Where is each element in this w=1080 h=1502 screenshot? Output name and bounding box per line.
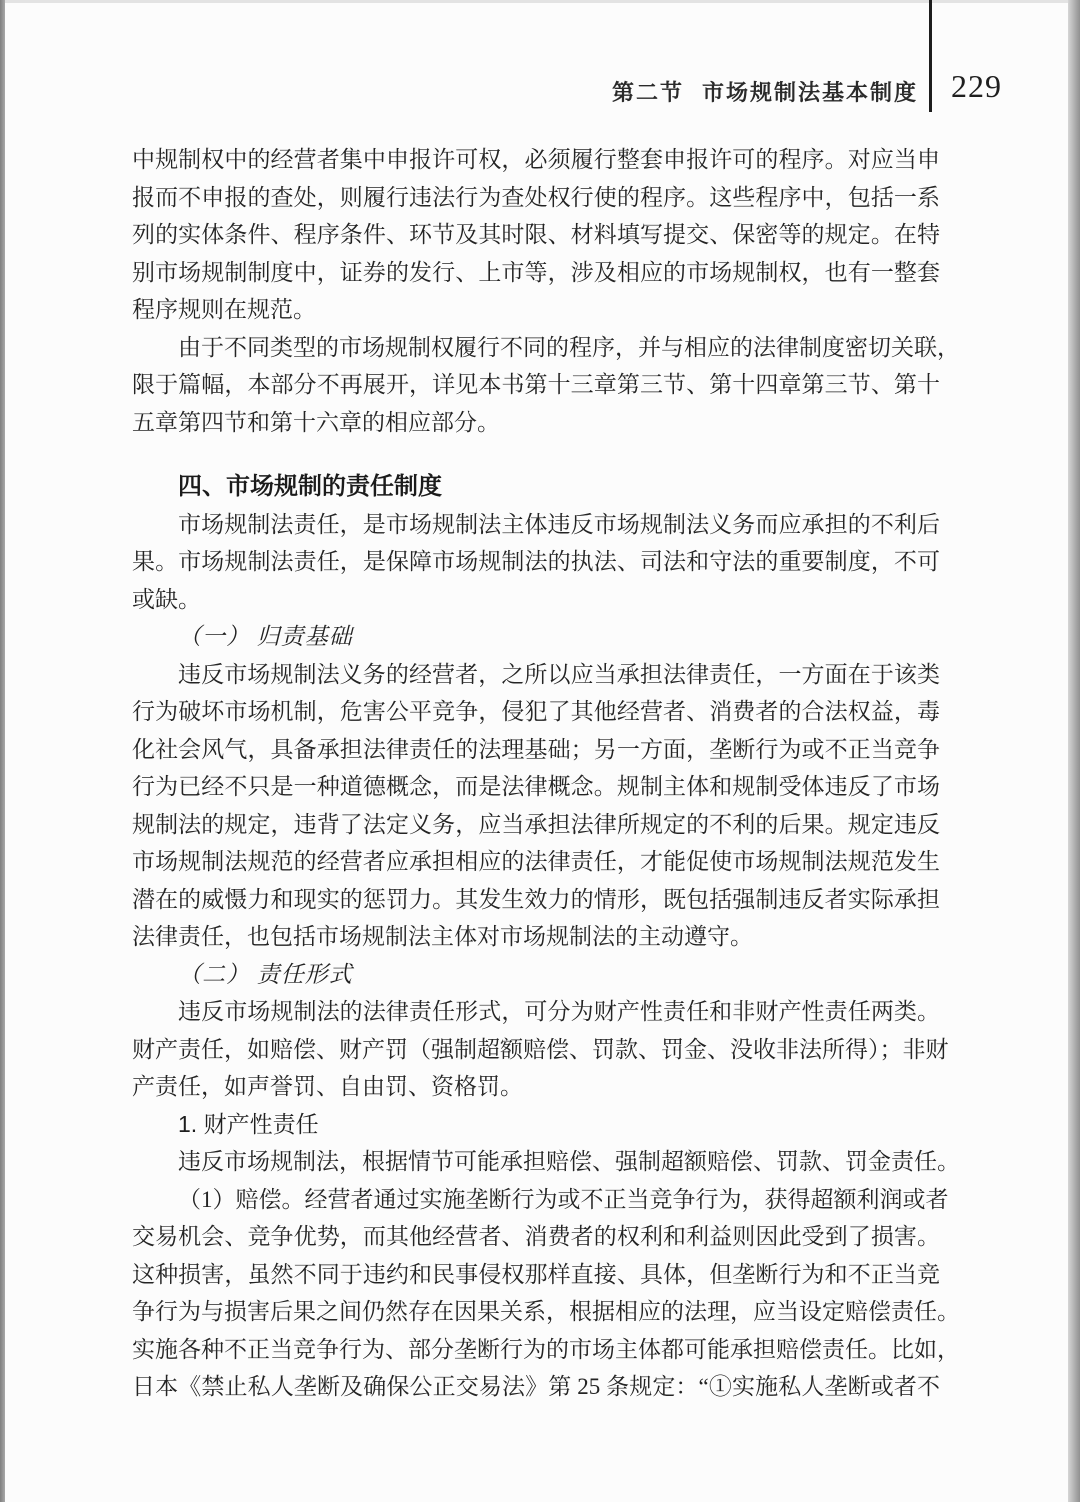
paragraph <box>132 141 940 329</box>
text-line: 市场规制法责任，是市场规制法主体违反市场规制法义务而应承担的不利后 <box>178 511 940 537</box>
text-line: 1. 财产性责任 <box>178 1110 319 1137</box>
paragraph <box>132 329 960 442</box>
scan-edge-top <box>5 0 1068 3</box>
text-line: 化社会风气，具备承担法律责任的法理基础；另一方面，垄断行为或不正当竞争 <box>132 736 940 762</box>
paragraph <box>132 506 940 619</box>
running-title-section: 第二节 <box>611 80 684 105</box>
text-line: 违反市场规制法的法律责任形式，可分为财产性责任和非财产性责任两类。 <box>178 999 940 1024</box>
text-line: 交易机会、竞争优势，而其他经营者、消费者的权利和利益则因此受到了损害。 <box>132 1224 940 1249</box>
text-line: （二） 责任形式 <box>178 961 353 987</box>
text-line: 由于不同类型的市场规制权履行不同的程序，并与相应的法律制度密切关联， <box>178 334 960 360</box>
header-divider <box>929 0 932 112</box>
scan-edge-left <box>0 0 5 1502</box>
text-line: 列的实体条件、程序条件、环节及其时限、材料填写提交、保密等的规定。在特 <box>132 222 940 247</box>
text-line: 中规制权中的经营者集中申报许可权，必须履行整套申报许可的程序。对应当申 <box>132 147 940 172</box>
paragraph <box>132 993 949 1106</box>
scan-edge-right <box>1068 0 1080 1502</box>
text-line: （一） 归责基础 <box>178 624 353 649</box>
section-heading <box>132 468 940 506</box>
text-line: 财产责任，如赔偿、财产罚（强制超额赔偿、罚款、罚金、没收非法所得）；非财 <box>132 1036 949 1062</box>
sub-heading <box>132 956 940 994</box>
text-line: 限于篇幅，本部分不再展开，详见本书第十三章第三节、第十四章第三节、第十 <box>132 372 940 397</box>
text-line: 日本《禁止私人垄断及确保公正交易法》第 25 条规定：“①实施私人垄断或者不 <box>132 1374 940 1399</box>
text-line: 违反市场规制法义务的经营者，之所以应当承担法律责任，一方面在于该类 <box>178 661 940 687</box>
text-line: 别市场规制制度中，证券的发行、上市等，涉及相应的市场规制权，也有一整套 <box>132 259 940 285</box>
text-line: 程序规则在规范。 <box>132 297 316 322</box>
text-line: 报而不申报的查处，则履行违法行为查处权行使的程序。这些程序中，包括一系 <box>132 184 940 210</box>
paragraph <box>132 1143 960 1181</box>
text-line: 争行为与损害后果之间仍然存在因果关系，根据相应的法理，应当设定赔偿责任。 <box>132 1299 960 1324</box>
text-line: 规制法的规定，违背了法定义务，应当承担法律所规定的不利的后果。规定违反 <box>132 811 940 837</box>
text-line: 或缺。 <box>132 586 201 612</box>
page-number: 229 <box>951 68 1002 104</box>
text-line: 行为已经不只是一种道德概念，而是法律概念。规制主体和规制受体违反了市场 <box>132 774 940 799</box>
text-line: 违反市场规制法，根据情节可能承担赔偿、强制超额赔偿、罚款、罚金责任。 <box>178 1149 960 1174</box>
text-line: 实施各种不正当竞争行为、部分垄断行为的市场主体都可能承担赔偿责任。比如， <box>132 1336 960 1362</box>
running-title-text: 市场规制法基本制度 <box>701 80 918 105</box>
text-line: 法律责任，也包括市场规制法主体对市场规制法的主动遵守。 <box>132 924 753 949</box>
numbered-heading <box>132 1106 940 1144</box>
text-line: （1）赔偿。经营者通过实施垄断行为或不正当竞争行为，获得超额利润或者 <box>178 1186 949 1212</box>
paragraph <box>132 656 940 956</box>
running-title <box>612 76 918 107</box>
page-body <box>132 141 960 1406</box>
text-line: 市场规制法规范的经营者应承担相应的法律责任，才能促使市场规制法规范发生 <box>132 849 940 874</box>
text-line: 五章第四节和第十六章的相应部分。 <box>132 409 500 435</box>
text-line: 这种损害，虽然不同于违约和民事侵权那样直接、具体，但垄断行为和不正当竞 <box>132 1261 940 1287</box>
text-line: 四、市场规制的责任制度 <box>178 473 442 500</box>
text-line: 果。市场规制法责任，是保障市场规制法的执法、司法和守法的重要制度，不可 <box>132 549 940 574</box>
paragraph <box>132 1181 960 1406</box>
text-line: 行为破坏市场机制，危害公平竞争，侵犯了其他经营者、消费者的合法权益，毒 <box>132 699 940 724</box>
sub-heading <box>132 618 940 656</box>
text-line: 潜在的威慑力和现实的惩罚力。其发生效力的情形，既包括强制违反者实际承担 <box>132 886 940 912</box>
text-line: 产责任，如声誉罚、自由罚、资格罚。 <box>132 1074 523 1099</box>
